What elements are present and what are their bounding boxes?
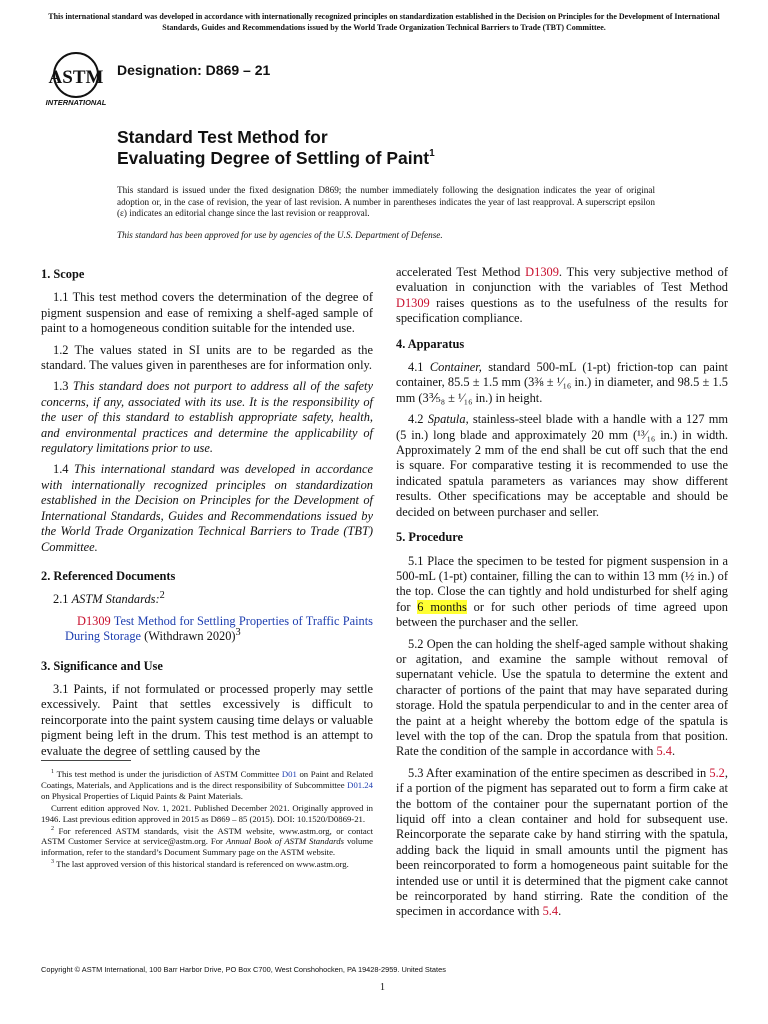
- ref-code-link[interactable]: D1309: [77, 613, 111, 628]
- title-footnote-mark[interactable]: 1: [429, 148, 435, 159]
- footnotes: [41, 769, 373, 871]
- footnote-1: $^1$ This test method is under the jurisdiction of ASTM Committee D01 on Paint and Related Coatings, Materials, and Applications and is the direct responsibility of Subcommittee D01.24 on Physical Properties of Liquid Paints & Paint Materials.: [41, 769, 374, 801]
- page-number: 1: [380, 982, 385, 993]
- section-heading-apparatus: 4. Apparatus: [396, 336, 465, 351]
- title-line-2: Evaluating Degree of Settling of Paint$^1$: [117, 148, 435, 168]
- paragraph-1-2: 1.2 The values stated in SI units are to be regarded as the standard. The values given in parentheses are for information only.: [41, 342, 373, 373]
- highlighted-text[interactable]: 6 months: [417, 599, 467, 614]
- approval-note: This standard has been approved for use by agencies of the U.S. Department of Defense.: [117, 230, 443, 240]
- link-5-4-b[interactable]: 5.4: [542, 904, 559, 919]
- footnote-2: $^2$ For referenced ASTM standards, visit the ASTM website, www.astm.org, or contact ASTM Customer Service at service@astm.org. For Annual Book of ASTM Standards volume information, refer to the standard’s Document Summary page on the ASTM website.: [41, 825, 373, 858]
- right-column: [396, 265, 728, 926]
- section-heading-refdocs: 2. Referenced Documents: [41, 568, 176, 583]
- paragraph-4-2: 4.2 Spatula, stainless-steel blade with a handle with a 127 mm (5 in.) long blade and approximately 20 mm (¹³⁄₁₆ in.) in width. Approximately 2 mm of the end shall be cut off such that the end is square. For comparative testing it is recommended to use the indicated spatula parameters as variances may show different results. Other specifications may be acceptable and should be decided on between purchaser and seller.: [396, 412, 728, 519]
- footnote-mark-3[interactable]: 3: [235, 627, 241, 638]
- paragraph-3-1: 3.1 Paints, if not formulated or processed properly may settle excessively. Paint that settles excessively is difficult to reincorporate into the paint system causing time delays or valuable pigment being left in the drum. This test method is an attempt to evaluate the degree of settling caused by the: [41, 681, 373, 758]
- link-5-2[interactable]: 5.2: [709, 765, 725, 780]
- reference-d1309: D1309 Test Method for Settling Properties of Traffic Paints During Storage (Withdrawn 2020)$^3$: [65, 613, 373, 644]
- link-5-4-a[interactable]: 5.4: [656, 744, 672, 759]
- document-title: [117, 127, 435, 169]
- link-d01-24[interactable]: D01.24: [347, 779, 373, 790]
- link-d01[interactable]: D01: [281, 769, 297, 779]
- paragraph-4-1: 4.1 Container, standard 500-mL (1-pt) friction-top can paint container, 85.5 ± 1.5 mm (3⅜ ± ¹⁄₁₆ in.) in diameter, and 98.5 ± 1.5 mm (3⅗₈ ± ¹⁄₁₆ in.) in height.: [396, 360, 728, 405]
- paragraph-1-4: 1.4 This international standard was developed in accordance with internationally recognized principles on standardization established in the Decision on Principles for the Development of International Standards, Guides and Recommendations issued by the World Trade Organization Technical Barriers to Trade (TBT) Committee.: [41, 462, 373, 554]
- logo-subtext: INTERNATIONAL: [45, 98, 107, 107]
- footnote-3: $^3$ The last approved version of this historical standard is referenced on www.astm.org.: [51, 859, 349, 870]
- logo-text: ASTM: [48, 67, 104, 88]
- link-d1309-b[interactable]: D1309: [396, 295, 430, 310]
- copyright: Copyright © ASTM International, 100 Barr Harbor Drive, PO Box C700, West Conshohocken, PA 19428-2959. United States: [41, 965, 446, 974]
- paragraph-1-3: 1.3 This standard does not purport to address all of the safety concerns, if any, associated with its use. It is the responsibility of the user of this standard to establish appropriate safety, health, and environmental practices and determine the applicability of regulatory limitations prior to use.: [41, 379, 373, 456]
- tbt-notice: This international standard was developed in accordance with internationally recognized principles on standardization established in the Decision on Principles for the Development of International Standards, Guides and Recommendations issued by the World Trade Organization Technical Barriers to Trade (TBT) Committee.: [48, 12, 720, 32]
- paragraph-2-1: 2.1 ASTM Standards:$^2$: [53, 590, 165, 607]
- section-heading-scope: 1. Scope: [41, 267, 85, 281]
- ref-title-link[interactable]: Test Method for Settling Properties of Traffic Paints During Storage: [65, 613, 373, 644]
- paragraph-3-1-continued: accelerated Test Method D1309. This very subjective method of evaluation in conjunction with the variables of Test Method D1309 raises questions as to the usefulness of the results for specification compliance.: [396, 265, 728, 326]
- section-heading-significance: 3. Significance and Use: [41, 658, 163, 673]
- footnote-mark-2[interactable]: 2: [159, 590, 165, 602]
- link-d1309-a[interactable]: D1309: [525, 265, 559, 279]
- paragraph-1-1: 1.1 This test method covers the determination of the degree of pigment suspension and ease of remixing a shelf-aged sample of paint to a homogeneous condition suitable for the intended use.: [41, 290, 373, 336]
- designation: Designation: D869 – 21: [117, 62, 271, 78]
- astm-logo-icon: [40, 48, 112, 108]
- issue-note: This standard is issued under the fixed designation D869; the number immediately following the designation indicates the year of original adoption or, in the case of revision, the year of last revision. A number in parentheses indicates the year of last reapproval. A superscript epsilon (ε) indicates an editorial change since the last revision or reapproval.: [117, 185, 655, 219]
- left-column: [41, 265, 373, 765]
- footnote-1-edition: Current edition approved Nov. 1, 2021. Published December 2021. Originally approved in 1946. Last previous edition approved in 2015 as D869 – 85 (2015). DOI: 10.1520/D0869-21.: [41, 802, 373, 824]
- paragraph-5-3: 5.3 After examination of the entire specimen as described in 5.2, if a portion of the pigment has separated out to form a firm cake at the bottom of the container pour the supernatant portion of the liquid off into a clean container and hold for subsequent use. Reincorporate the separate cake by hand stirring with the spatula, adding back the liquid in small amounts until the pigment has been reincorporated to form a homogeneous paint suitable for the intended use or until it is determined that the pigment cake cannot be reincorporated by hand stirring. Rate the condition of the specimen in accordance with 5.4.: [396, 765, 728, 919]
- section-heading-procedure: 5. Procedure: [396, 530, 463, 545]
- title-line-1: Standard Test Method for: [117, 127, 328, 147]
- paragraph-5-2: 5.2 Open the can holding the shelf-aged sample without shaking or agitation, and examine the sample without removal of supernatant vehicle. Use the spatula to determine the extent and character of portions of the paint that may have separated during storage. Hold the spatula perpendicular to and in the center area of the paint at a height whereby the bottom edge of the spatula is level with the top of the can. Drop the spatula from that position. Rate the condition of the sample in accordance with 5.4.: [396, 636, 728, 759]
- footnote-divider: [41, 760, 131, 761]
- paragraph-5-1: 5.1 Place the specimen to be tested for pigment suspension in a 500-mL (1-pt) container, filling the can to within 13 mm (½ in.) of the top. Close the can tightly and hold undisturbed for shelf aging for 6 months or for such other periods of time agreed upon between the purchaser and the seller.: [396, 553, 729, 630]
